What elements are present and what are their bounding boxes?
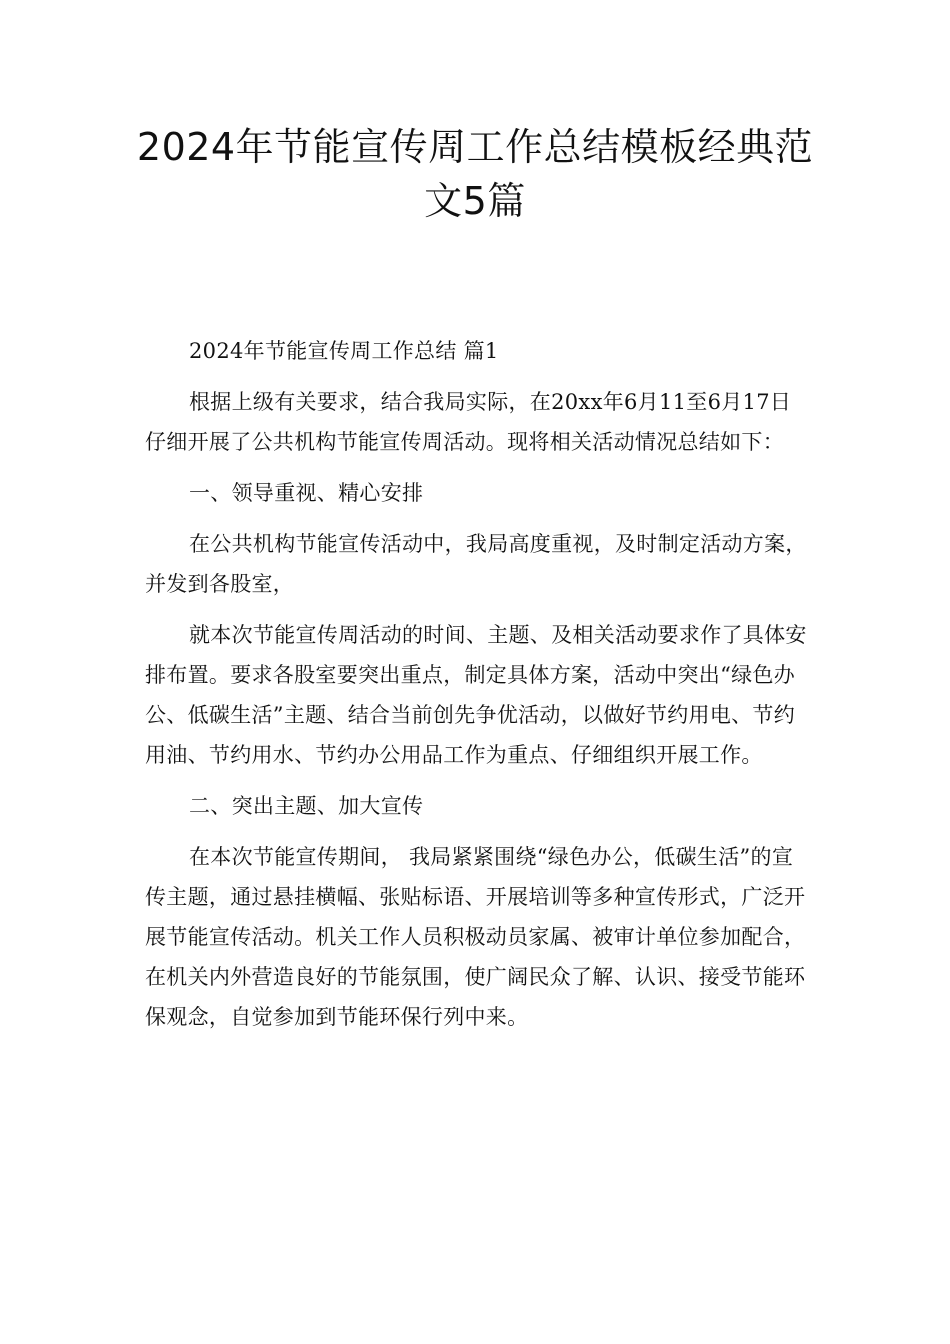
paragraph: 在本次节能宣传期间， 我局紧紧围绕“绿色办公，低碳生活”的宣传主题，通过悬挂横幅、张贴标语、开展培训等多种宣传形式，广泛开展节能宣传活动。机关工作人员积极动员家属、被审计单位参加配合，在机关内外营造良好的节能氛围，使广阔民众了解、认识、接受节能环保观念，自觉参加到节能环保行列中来。 [145,845,806,1029]
document-title-line-1: 2024年节能宣传周工作总结模板经典范 [136,125,814,169]
document-title-line-2: 文5篇 [424,179,526,223]
paragraph: 根据上级有关要求，结合我局实际，在20xx年6月11至6月17日仔细开展了公共机构节能宣传周活动。现将相关活动情况总结如下： [145,390,792,454]
subheading: 一、领导重视、精心安排 [189,481,424,505]
paragraph: 就本次节能宣传周活动的时间、主题、及相关活动要求作了具体安排布置。要求各股室要突出重点，制定具体方案，活动中突出“绿色办公、低碳生活”主题、结合当前创先争优活动，以做好节约用电、节约用油、节约用水、节约办公用品工作为重点、仔细组织开展工作。 [145,623,807,767]
subheading: 二、突出主题、加大宣传 [189,794,424,818]
paragraph: 在公共机构节能宣传活动中，我局高度重视，及时制定活动方案，并发到各股室， [145,532,807,596]
document-title [120,120,830,228]
section-heading: 2024年节能宣传周工作总结 篇1 [189,339,499,363]
document-body [145,331,810,1048]
